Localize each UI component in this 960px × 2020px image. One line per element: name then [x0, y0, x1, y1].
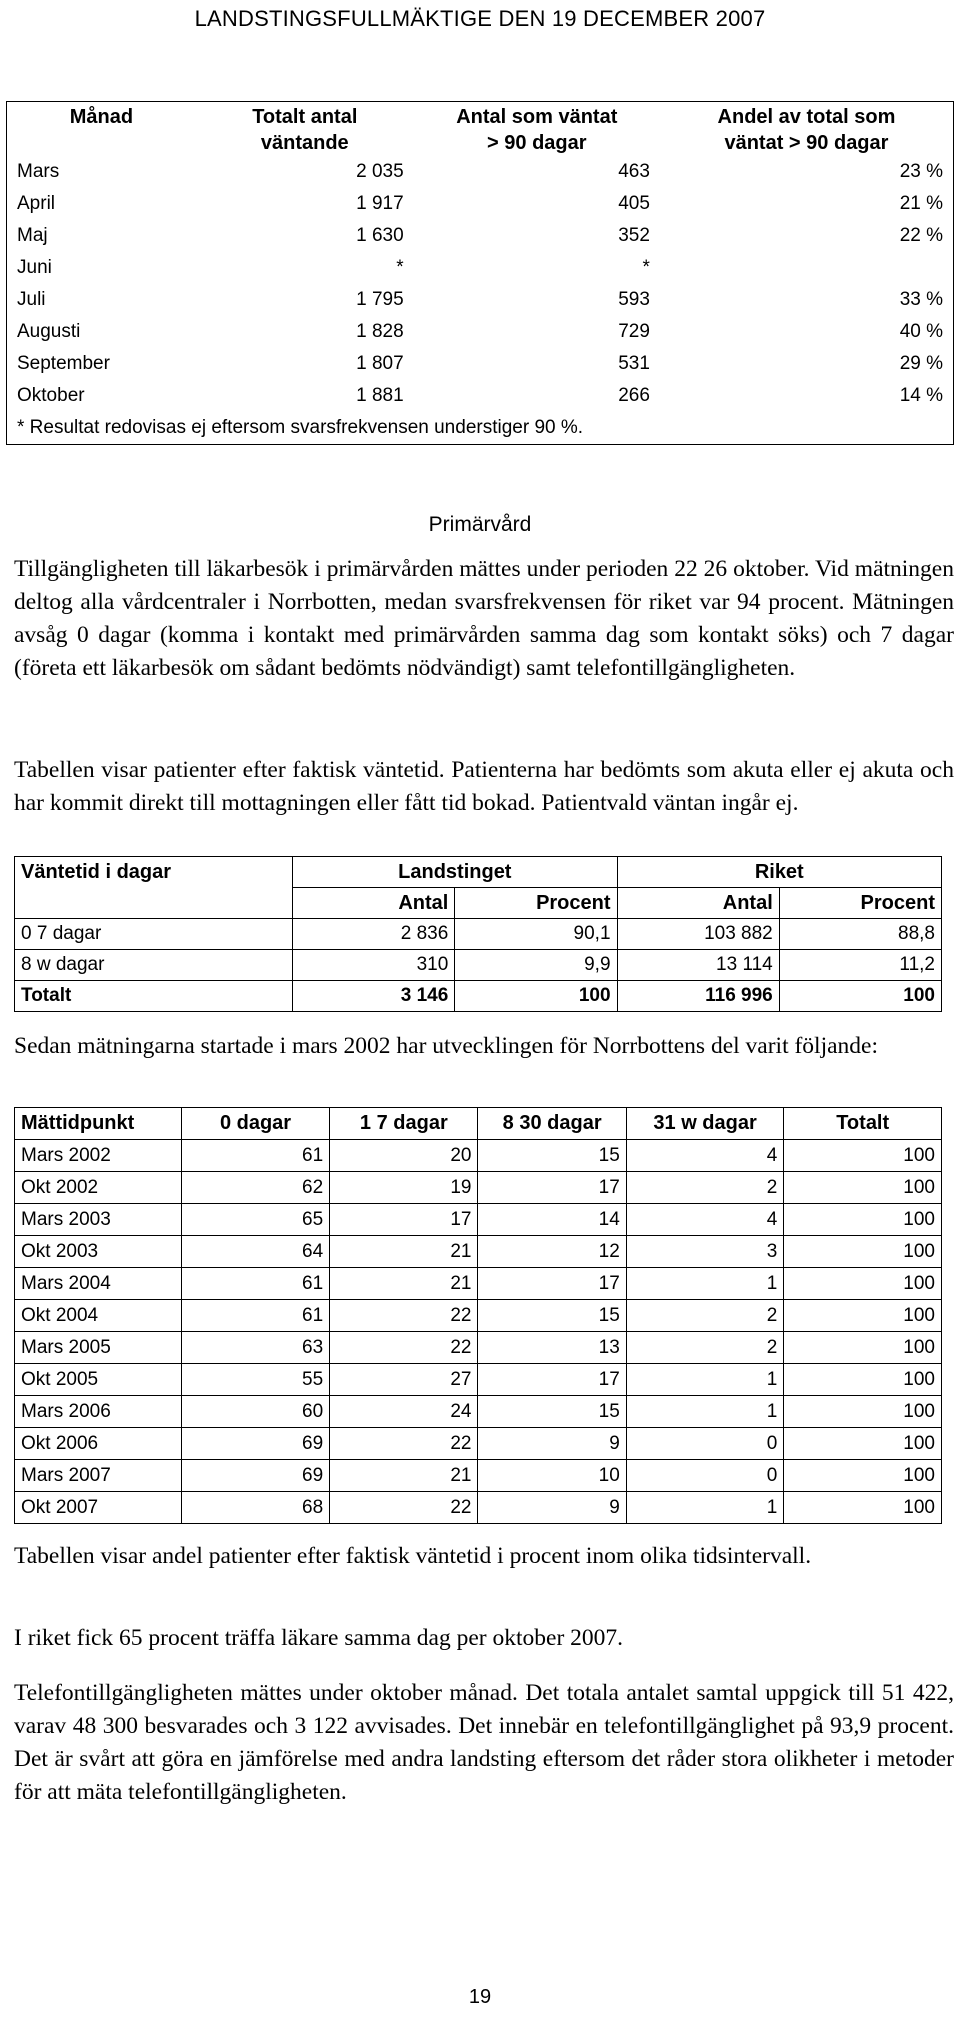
- value-cell: 13: [478, 1332, 626, 1364]
- value-cell: 1 828: [356, 321, 404, 342]
- value-cell: 9: [478, 1492, 626, 1524]
- value-cell: 55: [181, 1364, 329, 1396]
- table-footnote: * Resultat redovisas ej eftersom svarsfrekvensen understiger 90 %.: [17, 417, 584, 438]
- header-line: Antal som väntat: [456, 106, 618, 128]
- value-cell: 531: [618, 353, 650, 374]
- table-row: [15, 1492, 942, 1524]
- column-header-measurement: Mättidpunkt: [15, 1108, 182, 1140]
- measurement-cell: Okt 2003: [15, 1236, 182, 1268]
- development-table: [14, 1107, 942, 1524]
- value-cell: 17: [478, 1172, 626, 1204]
- column-group-landstinget: Landstinget: [293, 857, 617, 888]
- table-row: [15, 1460, 942, 1492]
- value-cell: 0: [626, 1460, 784, 1492]
- measurement-cell: Mars 2007: [15, 1460, 182, 1492]
- waiting-time-table: [14, 856, 942, 1012]
- value-cell: 23 %: [899, 161, 943, 182]
- value-cell: 2: [626, 1300, 784, 1332]
- value-cell: 11,2: [779, 950, 941, 981]
- total-row: [15, 981, 942, 1012]
- value-cell: 100: [784, 1300, 942, 1332]
- table-row: [15, 1428, 942, 1460]
- table-row: [15, 1396, 942, 1428]
- row-label-cell: Totalt: [15, 981, 293, 1012]
- value-cell: 1 795: [356, 289, 404, 310]
- paragraph-development: Sedan mätningarna startade i mars 2002 har utvecklingen för Norrbottens del varit följande:: [14, 1033, 879, 1059]
- waiting-table-monthly: [6, 101, 954, 445]
- column-header-31-w-days: 31 w dagar: [626, 1108, 784, 1140]
- value-cell: 266: [618, 385, 650, 406]
- paragraph-telephone: Telefontillgängligheten mättes under oktober månad. Det totala antalet samtal uppgick till 51 422, varav 48 300 besvarades och 3 122 avvisades. Det innebär en telefontillgänglighet på 93,9 procent. Det är svårt att göra en jämförelse med andra landsting eftersom det råder stora olikheter i metoder för att mäta telefontillgängligheten.: [14, 1680, 954, 1805]
- column-header-month: [7, 102, 196, 157]
- value-cell: 15: [478, 1300, 626, 1332]
- month-cell: Oktober: [17, 385, 85, 406]
- value-cell: 20: [330, 1140, 478, 1172]
- measurement-cell: Mars 2002: [15, 1140, 182, 1172]
- month-cell: Augusti: [17, 321, 81, 342]
- table-row: [7, 380, 954, 412]
- measurement-cell: Mars 2006: [15, 1396, 182, 1428]
- column-header-0-days: 0 dagar: [181, 1108, 329, 1140]
- value-cell: 1: [626, 1268, 784, 1300]
- value-cell: 69: [181, 1460, 329, 1492]
- value-cell: 22 %: [899, 225, 943, 246]
- value-cell: 14: [478, 1204, 626, 1236]
- table-footnote-row: [7, 412, 954, 445]
- measurement-cell: Okt 2002: [15, 1172, 182, 1204]
- paragraph-national: I riket fick 65 procent träffa läkare samma dag per oktober 2007.: [14, 1625, 624, 1651]
- value-cell: 68: [181, 1492, 329, 1524]
- row-label-cell: 8 w dagar: [15, 950, 293, 981]
- header-line: > 90 dagar: [487, 132, 587, 154]
- value-cell: 40 %: [899, 321, 943, 342]
- header-line: väntande: [260, 132, 349, 154]
- table-header-row: [7, 102, 954, 157]
- table-row: [15, 1364, 942, 1396]
- value-cell: 103 882: [617, 919, 779, 950]
- header-line: Månad: [69, 106, 134, 128]
- table-row: [15, 1172, 942, 1204]
- column-header-total-waiting: [196, 102, 414, 157]
- value-cell: 88,8: [779, 919, 941, 950]
- value-cell: 64: [181, 1236, 329, 1268]
- value-cell: 17: [478, 1268, 626, 1300]
- value-cell: 1 881: [356, 385, 404, 406]
- value-cell: 352: [618, 225, 650, 246]
- value-cell: 1: [626, 1364, 784, 1396]
- column-header-antal: Antal: [617, 888, 779, 919]
- value-cell: 22: [330, 1332, 478, 1364]
- value-cell: 21: [330, 1236, 478, 1268]
- value-cell: 3 146: [293, 981, 455, 1012]
- month-cell: Juni: [17, 257, 52, 278]
- column-header-procent: Procent: [779, 888, 941, 919]
- value-cell: 22: [330, 1428, 478, 1460]
- value-cell: 9: [478, 1428, 626, 1460]
- value-cell: 1: [626, 1396, 784, 1428]
- table-row: [7, 220, 954, 252]
- value-cell: 100: [784, 1460, 942, 1492]
- table-row: [7, 252, 954, 284]
- column-header-antal: Antal: [293, 888, 455, 919]
- value-cell: 65: [181, 1204, 329, 1236]
- value-cell: 21 %: [899, 193, 943, 214]
- header-line: väntat > 90 dagar: [724, 132, 889, 154]
- value-cell: 100: [784, 1332, 942, 1364]
- value-cell: 100: [784, 1428, 942, 1460]
- paragraph-table-description: Tabellen visar patienter efter faktisk väntetid. Patienterna har bedömts som akuta eller ej akuta och har kommit direkt till mottagningen eller fått tid bokad. Patientvald väntan ingår ej.: [14, 757, 954, 816]
- table-row: [7, 316, 954, 348]
- value-cell: 33 %: [899, 289, 943, 310]
- table-row: [15, 1140, 942, 1172]
- value-cell: 27: [330, 1364, 478, 1396]
- value-cell: 1 630: [356, 225, 404, 246]
- value-cell: *: [396, 257, 404, 278]
- value-cell: 21: [330, 1460, 478, 1492]
- value-cell: 69: [181, 1428, 329, 1460]
- value-cell: 2: [626, 1172, 784, 1204]
- measurement-cell: Okt 2005: [15, 1364, 182, 1396]
- row-label-cell: 0 7 dagar: [15, 919, 293, 950]
- value-cell: 4: [626, 1140, 784, 1172]
- column-header-procent: Procent: [455, 888, 617, 919]
- paragraph-intro: Tillgängligheten till läkarbesök i primärvården mättes under perioden 22 26 oktober. Vid mätningen deltog alla vårdcentraler i Norrbotten, medan svarsfrekvensen för riket var 94 procent. Mätningen avsåg 0 dagar (komma i kontakt med primärvården samma dag som kontakt söks) och 7 dagar (företa ett läkarbesök om sådant bedömts nödvändigt) samt telefontillgängligheten.: [14, 556, 954, 681]
- value-cell: 100: [784, 1172, 942, 1204]
- value-cell: 100: [784, 1236, 942, 1268]
- value-cell: [660, 252, 954, 284]
- value-cell: 4: [626, 1204, 784, 1236]
- table-row: [15, 950, 942, 981]
- value-cell: 729: [618, 321, 650, 342]
- value-cell: 19: [330, 1172, 478, 1204]
- value-cell: 10: [478, 1460, 626, 1492]
- value-cell: 100: [779, 981, 941, 1012]
- value-cell: 62: [181, 1172, 329, 1204]
- value-cell: 15: [478, 1140, 626, 1172]
- value-cell: 593: [618, 289, 650, 310]
- value-cell: 61: [181, 1300, 329, 1332]
- measurement-cell: Okt 2004: [15, 1300, 182, 1332]
- value-cell: 310: [293, 950, 455, 981]
- column-header-8-30-days: 8 30 dagar: [478, 1108, 626, 1140]
- paragraph-table-note: Tabellen visar andel patienter efter faktisk väntetid i procent inom olika tidsintervall.: [14, 1543, 812, 1569]
- value-cell: 100: [784, 1396, 942, 1428]
- table-header-row: [15, 1108, 942, 1140]
- month-cell: Maj: [17, 225, 48, 246]
- month-cell: Mars: [17, 161, 60, 182]
- column-group-riket: Riket: [617, 857, 941, 888]
- month-cell: April: [17, 193, 56, 214]
- value-cell: 61: [181, 1140, 329, 1172]
- table-row: [7, 156, 954, 188]
- value-cell: 463: [618, 161, 650, 182]
- value-cell: 17: [478, 1364, 626, 1396]
- header-line: Andel av total som: [717, 106, 896, 128]
- value-cell: 100: [784, 1140, 942, 1172]
- measurement-cell: Mars 2003: [15, 1204, 182, 1236]
- value-cell: 1: [626, 1492, 784, 1524]
- table-row: [15, 1268, 942, 1300]
- value-cell: 100: [784, 1364, 942, 1396]
- value-cell: 100: [455, 981, 617, 1012]
- table-row: [15, 919, 942, 950]
- table-row: [15, 1300, 942, 1332]
- value-cell: *: [642, 257, 650, 278]
- page-header: LANDSTINGSFULLMÄKTIGE DEN 19 DECEMBER 2007: [194, 6, 766, 31]
- table-row: [7, 348, 954, 380]
- table-row: [7, 284, 954, 316]
- table-row: [15, 1204, 942, 1236]
- column-header-total: Totalt: [784, 1108, 942, 1140]
- value-cell: 21: [330, 1268, 478, 1300]
- measurement-cell: Mars 2004: [15, 1268, 182, 1300]
- value-cell: 405: [618, 193, 650, 214]
- column-header-share-over-90: [660, 102, 954, 157]
- value-cell: 12: [478, 1236, 626, 1268]
- column-header-1-7-days: 1 7 dagar: [330, 1108, 478, 1140]
- value-cell: 22: [330, 1492, 478, 1524]
- table-header-row: [15, 857, 942, 888]
- value-cell: 0: [626, 1428, 784, 1460]
- value-cell: 29 %: [899, 353, 943, 374]
- page-number: 19: [468, 1986, 492, 2008]
- value-cell: 1 917: [356, 193, 404, 214]
- value-cell: 15: [478, 1396, 626, 1428]
- table-row: [15, 1332, 942, 1364]
- column-header-waiting-days: Väntetid i dagar: [15, 857, 293, 919]
- value-cell: 61: [181, 1268, 329, 1300]
- header-line: Totalt antal: [252, 106, 358, 128]
- section-heading: Primärvård: [428, 513, 532, 536]
- value-cell: 100: [784, 1492, 942, 1524]
- column-header-waited-over-90: [414, 102, 660, 157]
- table-row: [15, 1236, 942, 1268]
- value-cell: 13 114: [617, 950, 779, 981]
- measurement-cell: Okt 2006: [15, 1428, 182, 1460]
- value-cell: 100: [784, 1204, 942, 1236]
- value-cell: 63: [181, 1332, 329, 1364]
- value-cell: 116 996: [617, 981, 779, 1012]
- value-cell: 2: [626, 1332, 784, 1364]
- value-cell: 2 836: [293, 919, 455, 950]
- value-cell: 1 807: [356, 353, 404, 374]
- value-cell: 100: [784, 1268, 942, 1300]
- month-cell: Juli: [17, 289, 46, 310]
- value-cell: 14 %: [899, 385, 943, 406]
- value-cell: 2 035: [356, 161, 404, 182]
- value-cell: 60: [181, 1396, 329, 1428]
- value-cell: 3: [626, 1236, 784, 1268]
- value-cell: 22: [330, 1300, 478, 1332]
- value-cell: 90,1: [455, 919, 617, 950]
- table-row: [7, 188, 954, 220]
- value-cell: 9,9: [455, 950, 617, 981]
- month-cell: September: [17, 353, 110, 374]
- measurement-cell: Okt 2007: [15, 1492, 182, 1524]
- value-cell: 17: [330, 1204, 478, 1236]
- measurement-cell: Mars 2005: [15, 1332, 182, 1364]
- value-cell: 24: [330, 1396, 478, 1428]
